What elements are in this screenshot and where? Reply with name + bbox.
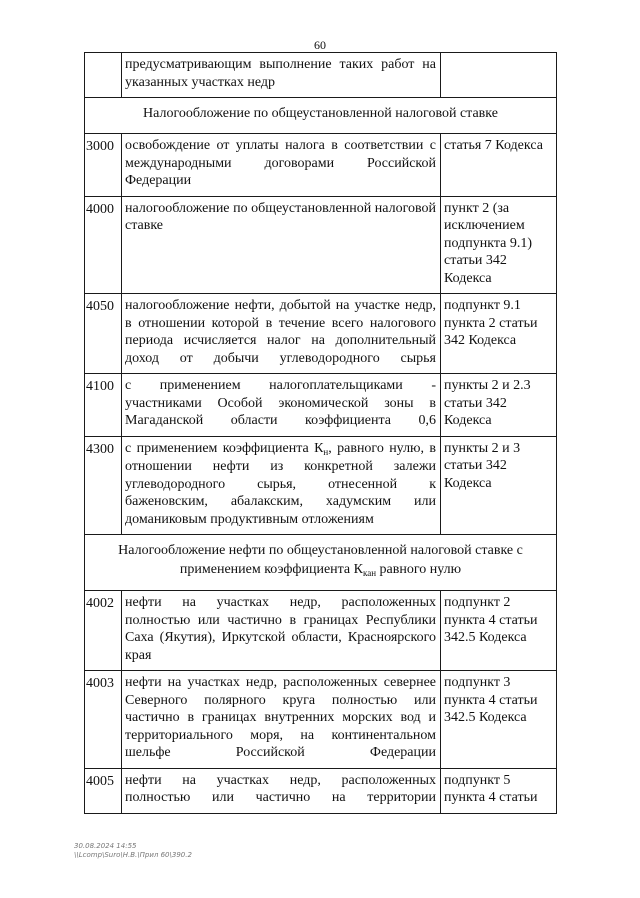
codes-table [84, 52, 557, 814]
code-cell: 4100 [85, 374, 122, 437]
reference-cell: пункты 2 и 3 статьи 342 Кодекса [441, 436, 557, 535]
description-cell: предусматривающим выполнение таких работ на указанных участках недр [122, 53, 441, 98]
reference-cell: статья 7 Кодекса [441, 134, 557, 197]
code-cell: 4300 [85, 436, 122, 535]
subscript: кан [362, 568, 377, 578]
section-header-row [85, 535, 557, 591]
description-cell: нефти на участках недр, расположенных полностью или частично в границах Республики Саха (Якутия), Иркутской области, Красноярского края [122, 591, 441, 671]
reference-cell [441, 53, 557, 98]
code-cell: 4002 [85, 591, 122, 671]
section-title-text: Налогообложение нефти по общеустановленной налоговой ставке с применением коэффициента К [118, 543, 523, 577]
description-cell: нефти на участках недр, расположенных полностью или частично на территории [122, 768, 441, 813]
description-cell: налогообложение нефти, добытой на участке недр, в отношении которой в течение всего налогового периода исчисляется налог на дополнительный доход от добычи углеводородного сырья [122, 294, 441, 374]
section-title [85, 535, 557, 591]
section-header-row [85, 98, 557, 134]
reference-cell: подпункт 3 пункта 4 статьи 342.5 Кодекса [441, 671, 557, 769]
description-text: с применением коэффициента К [125, 440, 324, 456]
description-cell [122, 436, 441, 535]
table-row [85, 374, 557, 437]
table-row [85, 53, 557, 98]
code-cell: 4000 [85, 196, 122, 294]
reference-cell: пункты 2 и 2.3 статьи 342 Кодекса [441, 374, 557, 437]
table-row [85, 294, 557, 374]
code-cell: 4003 [85, 671, 122, 769]
description-cell: налогообложение по общеустановленной налоговой ставке [122, 196, 441, 294]
description-cell: освобождение от уплаты налога в соответствии с международными договорами Российской Федерации [122, 134, 441, 197]
code-cell [85, 53, 122, 98]
table-row [85, 134, 557, 197]
footer-file-path: \\Lcomp\Suro\Н.В.\Прил 60\390.2 [74, 851, 192, 859]
reference-cell: подпункт 5 пункта 4 статьи [441, 768, 557, 813]
section-title: Налогообложение по общеустановленной налоговой ставке [85, 98, 557, 134]
table-row [85, 196, 557, 294]
table-row [85, 591, 557, 671]
table-row [85, 768, 557, 813]
page-number: 60 [314, 38, 326, 52]
description-cell: с применением налогоплательщиками - участниками Особой экономической зоны в Магаданской области коэффициента 0,6 [122, 374, 441, 437]
table-row [85, 436, 557, 535]
document-footer [74, 842, 192, 860]
code-cell: 4050 [85, 294, 122, 374]
reference-cell: подпункт 9.1 пункта 2 статьи 342 Кодекса [441, 294, 557, 374]
description-text: , равного нулю, в отношении нефти из конкретной залежи углеводородного сырья, отнесенной к баженовским, абалакским, хадумским или доманиковым продуктивным отложениям [125, 440, 436, 527]
description-cell: нефти на участках недр, расположенных севернее Северного полярного круга полностью или частично в границах внутренних морских вод и территориального моря, на континентальном шельфе Российской Федерации [122, 671, 441, 769]
code-cell: 4005 [85, 768, 122, 813]
reference-cell: пункт 2 (за исключением подпункта 9.1) статьи 342 Кодекса [441, 196, 557, 294]
reference-cell: подпункт 2 пункта 4 статьи 342.5 Кодекса [441, 591, 557, 671]
code-cell: 3000 [85, 134, 122, 197]
footer-timestamp: 30.08.2024 14:55 [74, 842, 137, 850]
subscript: н [323, 446, 329, 457]
table-row [85, 671, 557, 769]
section-title-text: равного нулю [376, 562, 462, 577]
